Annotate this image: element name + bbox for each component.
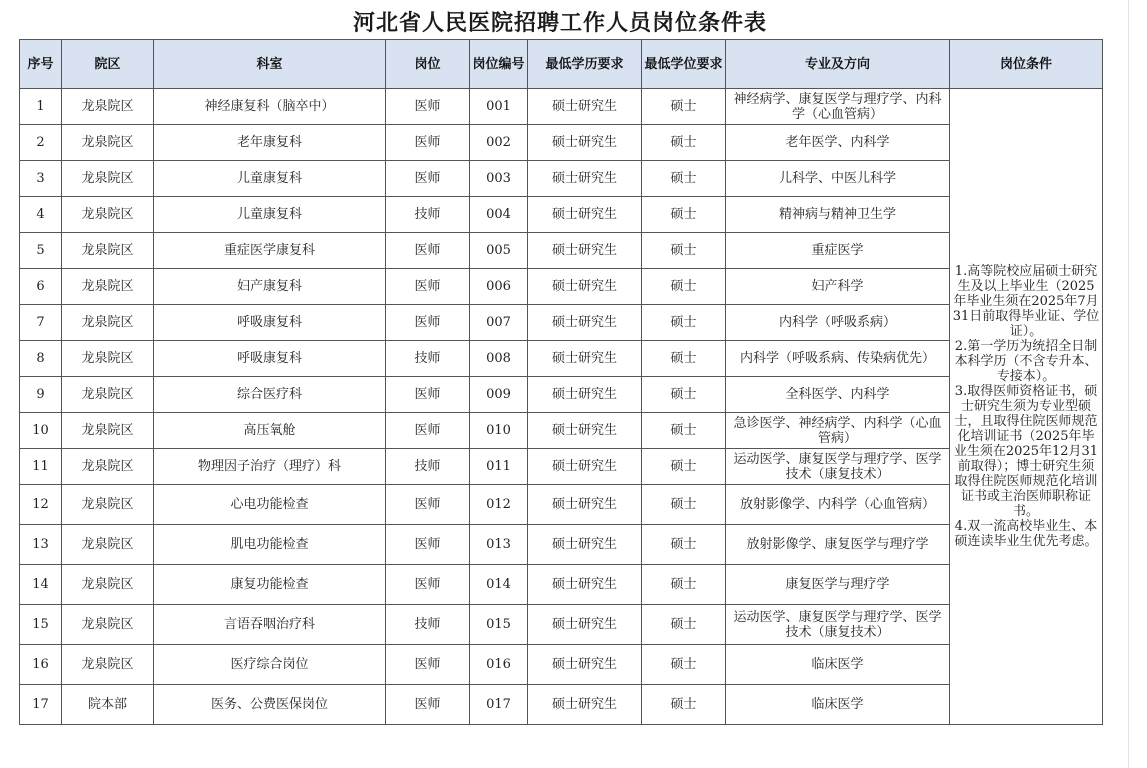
- cell-edu: 硕士研究生: [528, 269, 642, 305]
- cell-seq: 7: [20, 305, 62, 341]
- table-row: [20, 449, 1103, 485]
- table-row: [20, 525, 1103, 565]
- cell-edu: 硕士研究生: [528, 161, 642, 197]
- table-row: [20, 377, 1103, 413]
- cell-code: 012: [470, 485, 528, 525]
- cell-campus: 龙泉院区: [62, 269, 154, 305]
- cell-degree: 硕士: [642, 413, 726, 449]
- cell-campus: 龙泉院区: [62, 565, 154, 605]
- table-row: [20, 413, 1103, 449]
- cell-degree: 硕士: [642, 685, 726, 725]
- cell-code: 001: [470, 89, 528, 125]
- cell-major: 急诊医学、神经病学、内科学（心血管病）: [726, 413, 950, 449]
- cell-dept: 妇产康复科: [154, 269, 386, 305]
- cell-seq: 8: [20, 341, 62, 377]
- cell-edu: 硕士研究生: [528, 565, 642, 605]
- cell-degree: 硕士: [642, 605, 726, 645]
- cell-campus: 龙泉院区: [62, 161, 154, 197]
- cell-position: 医师: [386, 89, 470, 125]
- cell-code: 004: [470, 197, 528, 233]
- cell-major: 重症医学: [726, 233, 950, 269]
- cell-seq: 14: [20, 565, 62, 605]
- cell-position: 医师: [386, 413, 470, 449]
- cell-degree: 硕士: [642, 269, 726, 305]
- cell-edu: 硕士研究生: [528, 485, 642, 525]
- cell-degree: 硕士: [642, 377, 726, 413]
- cell-campus: 龙泉院区: [62, 341, 154, 377]
- table-row: [20, 161, 1103, 197]
- cell-campus: 龙泉院区: [62, 197, 154, 233]
- cell-position: 医师: [386, 645, 470, 685]
- table-row: [20, 233, 1103, 269]
- header-campus: 院区: [62, 40, 154, 89]
- cell-campus: 龙泉院区: [62, 125, 154, 161]
- cell-major: 全科医学、内科学: [726, 377, 950, 413]
- cell-position: 医师: [386, 305, 470, 341]
- page-title: 河北省人民医院招聘工作人员岗位条件表: [352, 11, 767, 36]
- cell-seq: 3: [20, 161, 62, 197]
- cell-code: 007: [470, 305, 528, 341]
- cell-code: 011: [470, 449, 528, 485]
- cell-major: 放射影像学、康复医学与理疗学: [726, 525, 950, 565]
- page-edge: [1128, 0, 1129, 768]
- cell-major: 精神病与精神卫生学: [726, 197, 950, 233]
- cell-edu: 硕士研究生: [528, 525, 642, 565]
- cell-position: 技师: [386, 605, 470, 645]
- cell-degree: 硕士: [642, 161, 726, 197]
- cell-seq: 15: [20, 605, 62, 645]
- cell-edu: 硕士研究生: [528, 233, 642, 269]
- table-row: [20, 89, 1103, 125]
- table-row: [20, 197, 1103, 233]
- cell-code: 009: [470, 377, 528, 413]
- recruitment-table: [19, 39, 1103, 725]
- cell-dept: 呼吸康复科: [154, 305, 386, 341]
- cell-seq: 4: [20, 197, 62, 233]
- cell-campus: 龙泉院区: [62, 645, 154, 685]
- cell-code: 010: [470, 413, 528, 449]
- cell-position: 医师: [386, 125, 470, 161]
- cell-edu: 硕士研究生: [528, 685, 642, 725]
- cell-seq: 6: [20, 269, 62, 305]
- cell-seq: 12: [20, 485, 62, 525]
- cell-dept: 医疗综合岗位: [154, 645, 386, 685]
- cell-campus: 龙泉院区: [62, 485, 154, 525]
- table-row: [20, 685, 1103, 725]
- cell-campus: 龙泉院区: [62, 89, 154, 125]
- cell-campus: 龙泉院区: [62, 305, 154, 341]
- cell-position: 医师: [386, 161, 470, 197]
- cell-position: 医师: [386, 685, 470, 725]
- cell-major: 神经病学、康复医学与理疗学、内科学（心血管病）: [726, 89, 950, 125]
- cell-dept: 神经康复科（脑卒中）: [154, 89, 386, 125]
- cell-seq: 13: [20, 525, 62, 565]
- cell-dept: 老年康复科: [154, 125, 386, 161]
- cell-position: 技师: [386, 341, 470, 377]
- cell-seq: 2: [20, 125, 62, 161]
- cell-edu: 硕士研究生: [528, 125, 642, 161]
- table-row: [20, 305, 1103, 341]
- cell-edu: 硕士研究生: [528, 413, 642, 449]
- cell-dept: 心电功能检查: [154, 485, 386, 525]
- cell-degree: 硕士: [642, 89, 726, 125]
- cell-campus: 龙泉院区: [62, 449, 154, 485]
- cell-campus: 龙泉院区: [62, 413, 154, 449]
- cell-code: 014: [470, 565, 528, 605]
- cell-edu: 硕士研究生: [528, 197, 642, 233]
- cell-major: 妇产科学: [726, 269, 950, 305]
- cell-edu: 硕士研究生: [528, 305, 642, 341]
- table-header-row: [20, 40, 1103, 89]
- cell-degree: 硕士: [642, 233, 726, 269]
- table-row: [20, 125, 1103, 161]
- cell-position: 医师: [386, 525, 470, 565]
- cell-major: 儿科学、中医儿科学: [726, 161, 950, 197]
- table-row: [20, 485, 1103, 525]
- cell-major: 康复医学与理疗学: [726, 565, 950, 605]
- cell-dept: 言语吞咽治疗科: [154, 605, 386, 645]
- cell-code: 017: [470, 685, 528, 725]
- cell-position: 医师: [386, 233, 470, 269]
- cell-degree: 硕士: [642, 485, 726, 525]
- cell-seq: 5: [20, 233, 62, 269]
- cell-position: 技师: [386, 449, 470, 485]
- cell-code: 005: [470, 233, 528, 269]
- cell-degree: 硕士: [642, 645, 726, 685]
- cell-position: 医师: [386, 485, 470, 525]
- cell-edu: 硕士研究生: [528, 605, 642, 645]
- cell-major: 临床医学: [726, 685, 950, 725]
- cell-seq: 11: [20, 449, 62, 485]
- cell-major: 运动医学、康复医学与理疗学、医学技术（康复技术）: [726, 449, 950, 485]
- cell-edu: 硕士研究生: [528, 377, 642, 413]
- cell-seq: 10: [20, 413, 62, 449]
- cell-degree: 硕士: [642, 341, 726, 377]
- table-row: [20, 565, 1103, 605]
- cell-degree: 硕士: [642, 125, 726, 161]
- cell-dept: 肌电功能检查: [154, 525, 386, 565]
- table-row: [20, 645, 1103, 685]
- cell-major: 内科学（呼吸系病、传染病优先）: [726, 341, 950, 377]
- cell-campus: 龙泉院区: [62, 525, 154, 565]
- cell-position: 医师: [386, 565, 470, 605]
- cell-edu: 硕士研究生: [528, 89, 642, 125]
- cell-edu: 硕士研究生: [528, 645, 642, 685]
- table-row: [20, 341, 1103, 377]
- cell-conditions: 1.高等院校应届硕士研究生及以上毕业生（2025年毕业生须在2025年7月31日前取得毕业证、学位证）。 2.第一学历为统招全日制本科学历（不含专升本、专接本）。 3.取得医师资格证书，硕士研究生须为专业型硕士，且取得住院医师规范化培训证书（2025年毕业生须在2025年12月31前取得）；博士研究生须取得住院医师规范化培训证书或主治医师职称证书。 4.双一流高校毕业生、本硕连读毕业生优先考虑。: [950, 89, 1103, 725]
- cell-dept: 儿童康复科: [154, 161, 386, 197]
- header-seq: 序号: [20, 40, 62, 89]
- cell-degree: 硕士: [642, 197, 726, 233]
- cell-degree: 硕士: [642, 449, 726, 485]
- cell-degree: 硕士: [642, 565, 726, 605]
- table-row: [20, 269, 1103, 305]
- cell-position: 医师: [386, 377, 470, 413]
- cell-seq: 16: [20, 645, 62, 685]
- cell-code: 008: [470, 341, 528, 377]
- cell-campus: 院本部: [62, 685, 154, 725]
- cell-dept: 重症医学康复科: [154, 233, 386, 269]
- header-conditions: 岗位条件: [950, 40, 1103, 89]
- cell-position: 医师: [386, 269, 470, 305]
- header-major: 专业及方向: [726, 40, 950, 89]
- header-edu: 最低学历要求: [528, 40, 642, 89]
- header-position: 岗位: [386, 40, 470, 89]
- cell-dept: 医务、公费医保岗位: [154, 685, 386, 725]
- cell-major: 临床医学: [726, 645, 950, 685]
- cell-dept: 儿童康复科: [154, 197, 386, 233]
- cell-position: 技师: [386, 197, 470, 233]
- cell-code: 006: [470, 269, 528, 305]
- cell-degree: 硕士: [642, 305, 726, 341]
- header-code: 岗位编号: [470, 40, 528, 89]
- cell-seq: 1: [20, 89, 62, 125]
- cell-campus: 龙泉院区: [62, 605, 154, 645]
- cell-dept: 高压氧舱: [154, 413, 386, 449]
- header-degree: 最低学位要求: [642, 40, 726, 89]
- cell-major: 运动医学、康复医学与理疗学、医学技术（康复技术）: [726, 605, 950, 645]
- cell-major: 老年医学、内科学: [726, 125, 950, 161]
- cell-code: 016: [470, 645, 528, 685]
- cell-campus: 龙泉院区: [62, 377, 154, 413]
- cell-dept: 综合医疗科: [154, 377, 386, 413]
- cell-code: 015: [470, 605, 528, 645]
- cell-dept: 物理因子治疗（理疗）科: [154, 449, 386, 485]
- cell-edu: 硕士研究生: [528, 449, 642, 485]
- cell-seq: 17: [20, 685, 62, 725]
- cell-edu: 硕士研究生: [528, 341, 642, 377]
- header-dept: 科室: [154, 40, 386, 89]
- cell-campus: 龙泉院区: [62, 233, 154, 269]
- cell-code: 002: [470, 125, 528, 161]
- cell-major: 放射影像学、内科学（心血管病）: [726, 485, 950, 525]
- cell-dept: 康复功能检查: [154, 565, 386, 605]
- cell-degree: 硕士: [642, 525, 726, 565]
- table-row: [20, 605, 1103, 645]
- cell-seq: 9: [20, 377, 62, 413]
- cell-major: 内科学（呼吸系病）: [726, 305, 950, 341]
- cell-code: 003: [470, 161, 528, 197]
- cell-dept: 呼吸康复科: [154, 341, 386, 377]
- cell-code: 013: [470, 525, 528, 565]
